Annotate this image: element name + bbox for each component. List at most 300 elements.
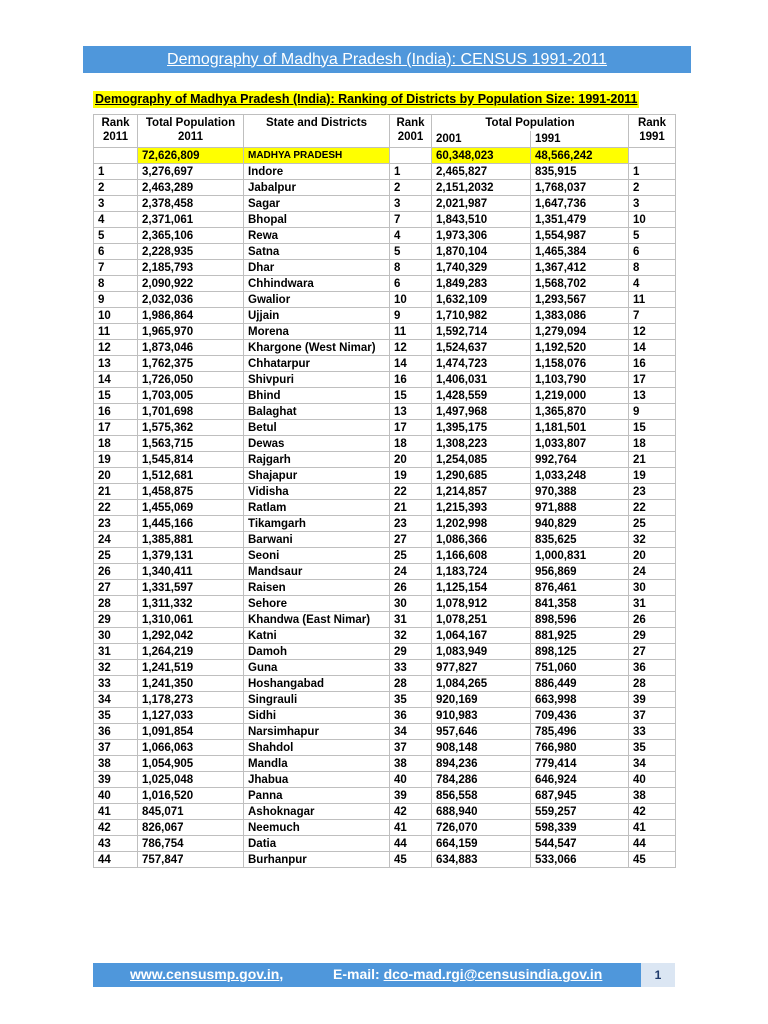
cell-rank-2011: 2 (94, 180, 138, 196)
cell-rank-1991: 5 (629, 228, 676, 244)
cell-population-1991: 779,414 (531, 756, 629, 772)
cell-district-name: Ujjain (244, 308, 390, 324)
cell-rank-1991: 17 (629, 372, 676, 388)
cell-rank-1991: 37 (629, 708, 676, 724)
cell-population-2001: 1,254,085 (432, 452, 531, 468)
cell-population-1991: 1,192,520 (531, 340, 629, 356)
cell-rank-2001: 39 (390, 788, 432, 804)
cell-population-2001: 1,592,714 (432, 324, 531, 340)
cell-district-name: Chhatarpur (244, 356, 390, 372)
cell-population-1991: 940,829 (531, 516, 629, 532)
cell-population-1991: 559,257 (531, 804, 629, 820)
cell-population-2001: 908,148 (432, 740, 531, 756)
cell-rank-1991: 32 (629, 532, 676, 548)
cell-rank-2001: 13 (390, 404, 432, 420)
cell-population-1991: 886,449 (531, 676, 629, 692)
cell-population-1991: 1,000,831 (531, 548, 629, 564)
cell-rank-2001: 40 (390, 772, 432, 788)
cell-rank-2011: 16 (94, 404, 138, 420)
cell-rank-2011: 28 (94, 596, 138, 612)
table-row (94, 196, 676, 212)
cell-district-name: Sidhi (244, 708, 390, 724)
cell-rank-2011: 20 (94, 468, 138, 484)
cell-population-1991: 1,033,807 (531, 436, 629, 452)
cell-rank-2011: 31 (94, 644, 138, 660)
cell-population-1991: 785,496 (531, 724, 629, 740)
cell-rank-2001: 14 (390, 356, 432, 372)
cell-population-2001: 664,159 (432, 836, 531, 852)
cell-population-2001: 1,524,637 (432, 340, 531, 356)
cell-district-name: Seoni (244, 548, 390, 564)
table-row (94, 548, 676, 564)
cell-population-2011: 1,025,048 (138, 772, 244, 788)
cell-population-2001: 1,497,968 (432, 404, 531, 420)
cell-population-2011: 1,545,814 (138, 452, 244, 468)
cell-rank-2001: 36 (390, 708, 432, 724)
cell-population-1991: 876,461 (531, 580, 629, 596)
cell-population-2001: 894,236 (432, 756, 531, 772)
cell-rank-2011: 25 (94, 548, 138, 564)
header-rank-2011: Rank 2011 (94, 115, 138, 148)
cell-population-2011: 1,445,166 (138, 516, 244, 532)
cell-population-2011: 1,379,131 (138, 548, 244, 564)
cell-rank-2001: 20 (390, 452, 432, 468)
table-row (94, 228, 676, 244)
cell-population-1991: 709,436 (531, 708, 629, 724)
cell-rank-2001: 19 (390, 468, 432, 484)
cell-rank-1991: 10 (629, 212, 676, 228)
cell-rank-1991: 3 (629, 196, 676, 212)
state-name: MADHYA PRADESH (244, 148, 390, 164)
cell-population-2001: 1,078,912 (432, 596, 531, 612)
cell-population-2001: 1,166,608 (432, 548, 531, 564)
cell-rank-2001: 6 (390, 276, 432, 292)
table-row (94, 820, 676, 836)
cell-population-2001: 910,983 (432, 708, 531, 724)
cell-district-name: Hoshangabad (244, 676, 390, 692)
cell-rank-2011: 22 (94, 500, 138, 516)
cell-population-1991: 1,465,384 (531, 244, 629, 260)
table-row (94, 356, 676, 372)
cell-population-1991: 766,980 (531, 740, 629, 756)
cell-rank-2011: 38 (94, 756, 138, 772)
table-row (94, 724, 676, 740)
cell-population-2011: 1,340,411 (138, 564, 244, 580)
cell-district-name: Ashoknagar (244, 804, 390, 820)
cell-rank-2011: 7 (94, 260, 138, 276)
table-row (94, 500, 676, 516)
cell-rank-1991: 19 (629, 468, 676, 484)
cell-population-2001: 1,428,559 (432, 388, 531, 404)
cell-rank-2001: 38 (390, 756, 432, 772)
table-row (94, 676, 676, 692)
cell-population-2011: 1,054,905 (138, 756, 244, 772)
cell-population-2011: 757,847 (138, 852, 244, 868)
cell-rank-2011: 29 (94, 612, 138, 628)
cell-population-1991: 841,358 (531, 596, 629, 612)
cell-rank-1991: 45 (629, 852, 676, 868)
cell-district-name: Katni (244, 628, 390, 644)
cell-population-2011: 1,127,033 (138, 708, 244, 724)
table-row (94, 644, 676, 660)
cell-rank-2011: 6 (94, 244, 138, 260)
table-row (94, 212, 676, 228)
table-row (94, 452, 676, 468)
cell-rank-2011: 26 (94, 564, 138, 580)
cell-population-2011: 1,726,050 (138, 372, 244, 388)
cell-rank-2001: 4 (390, 228, 432, 244)
table-row (94, 180, 676, 196)
cell-rank-2011: 41 (94, 804, 138, 820)
cell-population-2011: 1,458,875 (138, 484, 244, 500)
cell-population-1991: 646,924 (531, 772, 629, 788)
cell-rank-2001: 18 (390, 436, 432, 452)
cell-rank-1991: 18 (629, 436, 676, 452)
cell-rank-2011: 5 (94, 228, 138, 244)
cell-population-1991: 881,925 (531, 628, 629, 644)
cell-rank-2011: 33 (94, 676, 138, 692)
cell-rank-2011: 15 (94, 388, 138, 404)
cell-population-2011: 845,071 (138, 804, 244, 820)
cell-district-name: Narsimhapur (244, 724, 390, 740)
cell-rank-1991: 40 (629, 772, 676, 788)
table-row (94, 740, 676, 756)
state-total-row (94, 148, 676, 164)
cell-rank-2011: 11 (94, 324, 138, 340)
cell-population-1991: 663,998 (531, 692, 629, 708)
cell-district-name: Tikamgarh (244, 516, 390, 532)
table-row (94, 804, 676, 820)
cell-population-1991: 751,060 (531, 660, 629, 676)
cell-district-name: Vidisha (244, 484, 390, 500)
cell-population-2001: 2,151,2032 (432, 180, 531, 196)
cell-population-2001: 1,202,998 (432, 516, 531, 532)
cell-rank-1991: 34 (629, 756, 676, 772)
cell-rank-1991: 26 (629, 612, 676, 628)
cell-population-2011: 2,185,793 (138, 260, 244, 276)
cell-rank-2011: 17 (94, 420, 138, 436)
cell-population-2001: 1,849,283 (432, 276, 531, 292)
header-total-1991: 1991 (531, 131, 629, 148)
header-total-group: Total Population (432, 115, 629, 132)
header-total-2001: 2001 (432, 131, 531, 148)
cell-rank-2011: 3 (94, 196, 138, 212)
cell-rank-2001: 11 (390, 324, 432, 340)
cell-population-1991: 835,625 (531, 532, 629, 548)
cell-rank-2011: 9 (94, 292, 138, 308)
cell-rank-1991: 25 (629, 516, 676, 532)
cell-population-2001: 784,286 (432, 772, 531, 788)
table-row (94, 468, 676, 484)
cell-population-2011: 2,371,061 (138, 212, 244, 228)
cell-rank-2011: 27 (94, 580, 138, 596)
cell-population-2011: 1,701,698 (138, 404, 244, 420)
cell-population-1991: 1,554,987 (531, 228, 629, 244)
table-row (94, 484, 676, 500)
cell-population-2001: 1,125,154 (432, 580, 531, 596)
cell-rank-2001: 41 (390, 820, 432, 836)
cell-population-2011: 1,385,881 (138, 532, 244, 548)
cell-rank-1991: 24 (629, 564, 676, 580)
cell-rank-2001: 24 (390, 564, 432, 580)
footer-email: E-mail: dco-mad.rgi@censusindia.gov.in (333, 966, 603, 982)
header-rank-1991: Rank 1991 (629, 115, 676, 148)
cell-district-name: Shahdol (244, 740, 390, 756)
cell-rank-2001: 3 (390, 196, 432, 212)
table-row (94, 660, 676, 676)
cell-rank-2001: 15 (390, 388, 432, 404)
cell-rank-2011: 39 (94, 772, 138, 788)
cell-rank-2001: 31 (390, 612, 432, 628)
cell-rank-2011: 18 (94, 436, 138, 452)
cell-rank-2011: 21 (94, 484, 138, 500)
cell-district-name: Raisen (244, 580, 390, 596)
cell-rank-2001: 10 (390, 292, 432, 308)
cell-rank-2001: 9 (390, 308, 432, 324)
cell-rank-2001: 44 (390, 836, 432, 852)
cell-district-name: Sagar (244, 196, 390, 212)
cell-population-2011: 1,575,362 (138, 420, 244, 436)
page-title: Demography of Madhya Pradesh (India): CENSUS 1991-2011 (167, 50, 607, 68)
cell-rank-1991: 9 (629, 404, 676, 420)
table-row (94, 260, 676, 276)
cell-rank-2011: 32 (94, 660, 138, 676)
cell-rank-1991: 20 (629, 548, 676, 564)
cell-population-1991: 598,339 (531, 820, 629, 836)
cell-population-1991: 898,125 (531, 644, 629, 660)
cell-rank-2011: 40 (94, 788, 138, 804)
table-row (94, 276, 676, 292)
cell-population-2001: 1,843,510 (432, 212, 531, 228)
cell-population-2001: 1,474,723 (432, 356, 531, 372)
cell-district-name: Bhopal (244, 212, 390, 228)
cell-population-2011: 786,754 (138, 836, 244, 852)
page-footer (93, 963, 675, 987)
cell-rank-1991: 41 (629, 820, 676, 836)
cell-population-2011: 1,455,069 (138, 500, 244, 516)
cell-population-2011: 1,563,715 (138, 436, 244, 452)
cell-rank-2001: 37 (390, 740, 432, 756)
cell-rank-2001: 42 (390, 804, 432, 820)
cell-rank-2001: 16 (390, 372, 432, 388)
cell-population-1991: 956,869 (531, 564, 629, 580)
cell-population-1991: 898,596 (531, 612, 629, 628)
cell-district-name: Ratlam (244, 500, 390, 516)
cell-population-1991: 971,888 (531, 500, 629, 516)
cell-population-2001: 1,973,306 (432, 228, 531, 244)
cell-population-1991: 1,647,736 (531, 196, 629, 212)
state-total-1991: 48,566,242 (531, 148, 629, 164)
cell-population-2011: 1,178,273 (138, 692, 244, 708)
table-row (94, 420, 676, 436)
cell-district-name: Sehore (244, 596, 390, 612)
cell-population-2011: 1,016,520 (138, 788, 244, 804)
cell-rank-2011: 24 (94, 532, 138, 548)
cell-population-2011: 826,067 (138, 820, 244, 836)
cell-population-2001: 977,827 (432, 660, 531, 676)
cell-population-2001: 1,740,329 (432, 260, 531, 276)
cell-rank-2011: 1 (94, 164, 138, 180)
cell-population-1991: 1,351,479 (531, 212, 629, 228)
cell-population-2011: 1,241,519 (138, 660, 244, 676)
cell-rank-2011: 13 (94, 356, 138, 372)
cell-rank-2001: 32 (390, 628, 432, 644)
cell-population-1991: 1,158,076 (531, 356, 629, 372)
cell-population-1991: 1,033,248 (531, 468, 629, 484)
cell-district-name: Betul (244, 420, 390, 436)
cell-population-2011: 1,762,375 (138, 356, 244, 372)
cell-district-name: Damoh (244, 644, 390, 660)
cell-district-name: Khargone (West Nimar) (244, 340, 390, 356)
district-population-table (93, 114, 676, 868)
table-row (94, 532, 676, 548)
table-row (94, 756, 676, 772)
cell-rank-2011: 44 (94, 852, 138, 868)
cell-population-2011: 1,241,350 (138, 676, 244, 692)
cell-rank-2001: 28 (390, 676, 432, 692)
cell-rank-1991: 13 (629, 388, 676, 404)
cell-district-name: Khandwa (East Nimar) (244, 612, 390, 628)
cell-district-name: Dewas (244, 436, 390, 452)
website-link[interactable]: www.censusmp.gov.in (130, 966, 280, 982)
cell-population-2011: 2,228,935 (138, 244, 244, 260)
table-row (94, 388, 676, 404)
cell-district-name: Rewa (244, 228, 390, 244)
cell-rank-1991: 15 (629, 420, 676, 436)
cell-population-2011: 1,703,005 (138, 388, 244, 404)
cell-population-2001: 2,465,827 (432, 164, 531, 180)
cell-population-1991: 533,066 (531, 852, 629, 868)
table-row (94, 436, 676, 452)
cell-rank-1991: 4 (629, 276, 676, 292)
cell-population-2011: 2,032,036 (138, 292, 244, 308)
cell-population-2001: 634,883 (432, 852, 531, 868)
table-row (94, 836, 676, 852)
cell-district-name: Shajapur (244, 468, 390, 484)
email-link[interactable]: dco-mad.rgi@censusindia.gov.in (383, 966, 603, 982)
cell-district-name: Mandla (244, 756, 390, 772)
cell-district-name: Burhanpur (244, 852, 390, 868)
cell-rank-1991: 23 (629, 484, 676, 500)
cell-population-1991: 1,279,094 (531, 324, 629, 340)
cell-rank-1991: 30 (629, 580, 676, 596)
table-row (94, 324, 676, 340)
table-row (94, 772, 676, 788)
cell-population-2011: 1,311,332 (138, 596, 244, 612)
cell-population-1991: 1,293,567 (531, 292, 629, 308)
cell-rank-2001: 34 (390, 724, 432, 740)
cell-population-2001: 1,078,251 (432, 612, 531, 628)
cell-population-1991: 1,383,086 (531, 308, 629, 324)
cell-rank-2001: 26 (390, 580, 432, 596)
cell-rank-1991: 22 (629, 500, 676, 516)
cell-population-2011: 2,463,289 (138, 180, 244, 196)
cell-rank-2001: 25 (390, 548, 432, 564)
page-number: 1 (641, 963, 675, 987)
table-row (94, 708, 676, 724)
cell-rank-2001: 12 (390, 340, 432, 356)
cell-population-2001: 688,940 (432, 804, 531, 820)
cell-population-2001: 1,632,109 (432, 292, 531, 308)
cell-rank-1991: 2 (629, 180, 676, 196)
table-header-row (94, 115, 676, 132)
cell-population-2001: 1,083,949 (432, 644, 531, 660)
cell-population-2001: 1,870,104 (432, 244, 531, 260)
cell-rank-1991: 42 (629, 804, 676, 820)
cell-district-name: Dhar (244, 260, 390, 276)
cell-population-2011: 2,365,106 (138, 228, 244, 244)
cell-population-1991: 992,764 (531, 452, 629, 468)
cell-rank-2011: 43 (94, 836, 138, 852)
cell-rank-2001: 21 (390, 500, 432, 516)
cell-population-2011: 1,091,854 (138, 724, 244, 740)
cell-rank-2011: 36 (94, 724, 138, 740)
cell-population-2011: 1,331,597 (138, 580, 244, 596)
cell-population-2001: 1,395,175 (432, 420, 531, 436)
cell-population-2011: 1,310,061 (138, 612, 244, 628)
table-row (94, 628, 676, 644)
cell-district-name: Chhindwara (244, 276, 390, 292)
cell-population-2011: 1,512,681 (138, 468, 244, 484)
cell-population-2001: 1,406,031 (432, 372, 531, 388)
cell-rank-2001: 35 (390, 692, 432, 708)
header-total-2011: Total Population 2011 (138, 115, 244, 148)
cell-rank-2001: 5 (390, 244, 432, 260)
cell-rank-1991: 21 (629, 452, 676, 468)
cell-population-1991: 544,547 (531, 836, 629, 852)
cell-rank-1991: 38 (629, 788, 676, 804)
cell-rank-2001: 22 (390, 484, 432, 500)
table-row (94, 788, 676, 804)
cell-district-name: Panna (244, 788, 390, 804)
cell-population-1991: 1,568,702 (531, 276, 629, 292)
cell-district-name: Rajgarh (244, 452, 390, 468)
cell-rank-2001: 45 (390, 852, 432, 868)
cell-rank-1991: 6 (629, 244, 676, 260)
cell-rank-2001: 27 (390, 532, 432, 548)
cell-rank-2001: 30 (390, 596, 432, 612)
cell-rank-2011: 42 (94, 820, 138, 836)
cell-rank-2011: 8 (94, 276, 138, 292)
cell-population-1991: 1,181,501 (531, 420, 629, 436)
cell-rank-2001: 33 (390, 660, 432, 676)
header-rank-2001: Rank 2001 (390, 115, 432, 148)
cell-rank-1991: 1 (629, 164, 676, 180)
cell-district-name: Barwani (244, 532, 390, 548)
cell-rank-2011: 37 (94, 740, 138, 756)
cell-population-2001: 1,064,167 (432, 628, 531, 644)
cell-rank-1991: 12 (629, 324, 676, 340)
cell-rank-1991: 35 (629, 740, 676, 756)
cell-rank-1991: 28 (629, 676, 676, 692)
cell-rank-2001: 7 (390, 212, 432, 228)
cell-district-name: Bhind (244, 388, 390, 404)
table-row (94, 692, 676, 708)
header-district: State and Districts (244, 115, 390, 148)
table-row (94, 164, 676, 180)
cell-rank-1991: 39 (629, 692, 676, 708)
cell-population-2011: 1,965,970 (138, 324, 244, 340)
cell-population-2011: 1,066,063 (138, 740, 244, 756)
cell-population-2001: 1,086,366 (432, 532, 531, 548)
state-total-2001: 60,348,023 (432, 148, 531, 164)
table-row (94, 340, 676, 356)
cell-rank-2001: 2 (390, 180, 432, 196)
cell-district-name: Gwalior (244, 292, 390, 308)
cell-rank-1991: 7 (629, 308, 676, 324)
cell-district-name: Neemuch (244, 820, 390, 836)
cell-population-1991: 835,915 (531, 164, 629, 180)
